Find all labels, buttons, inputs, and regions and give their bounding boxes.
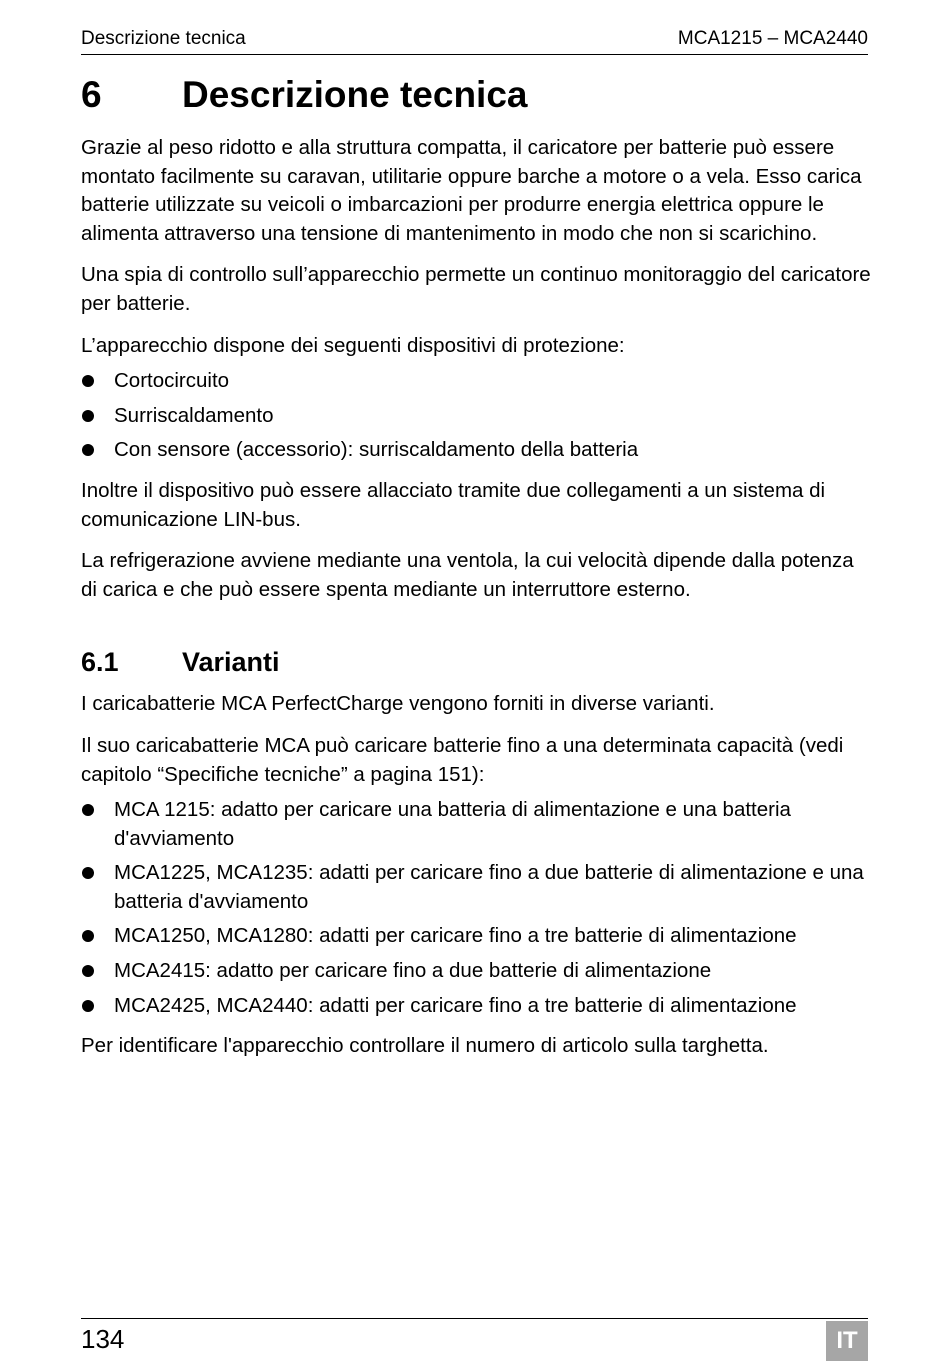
list-item: MCA1250, MCA1280: adatti per caricare fino a tre batterie di alimentazione <box>81 922 871 951</box>
subsection-number: 6.1 <box>81 647 119 678</box>
list-item: Cortocircuito <box>81 367 871 396</box>
list-item: MCA2415: adatto per caricare fino a due batterie di alimentazione <box>81 957 871 986</box>
page-content <box>81 70 871 1074</box>
header-section-title: Descrizione tecnica <box>81 28 246 49</box>
list-item: MCA1225, MCA1235: adatti per caricare fino a due batterie di alimentazione e una batteria d'avviamento <box>81 859 871 916</box>
list-item: Con sensore (accessorio): surriscaldamento della batteria <box>81 436 871 465</box>
bullet-icon <box>82 965 94 977</box>
monitoring-paragraph: Una spia di controllo sull’apparecchio permette un continuo monitoraggio del caricatore per batterie. <box>81 263 871 315</box>
capacity-paragraph: Il suo caricabatterie MCA può caricare batterie fino a una determinata capacità (vedi capitolo “Specifiche tecniche” a pagina 151): <box>81 733 844 786</box>
lin-bus-paragraph: Inoltre il dispositivo può essere allacciato tramite due collegamenti a un sistema di comunicazione LIN-bus. <box>81 478 826 531</box>
language-badge: IT <box>826 1321 868 1361</box>
list-item: Surriscaldamento <box>81 402 871 431</box>
section-number: 6 <box>81 74 102 115</box>
subsection-heading <box>81 644 871 680</box>
bullet-icon <box>82 1000 94 1012</box>
section-heading <box>81 70 871 120</box>
bullet-icon <box>82 444 94 456</box>
bullet-icon <box>82 410 94 422</box>
page-number: 134 <box>81 1324 125 1354</box>
protections-intro: L’apparecchio dispone dei seguenti dispositivi di protezione: <box>81 333 625 357</box>
bullet-icon <box>82 867 94 879</box>
page-header <box>81 26 868 55</box>
section-title: Descrizione tecnica <box>182 74 528 115</box>
cooling-paragraph: La refrigerazione avviene mediante una ventola, la cui velocità dipende dalla potenza di carica e che può essere spenta mediante un interruttore esterno. <box>81 549 854 601</box>
variants-intro: I caricabatterie MCA PerfectCharge vengono forniti in diverse varianti. <box>81 692 715 716</box>
header-model-range: MCA1215 – MCA2440 <box>677 28 868 49</box>
variants-list <box>81 796 871 1020</box>
list-item: MCA2425, MCA2440: adatti per caricare fino a tre batterie di alimentazione <box>81 992 871 1021</box>
footer-divider <box>81 1318 868 1319</box>
identification-paragraph: Per identificare l'apparecchio controllare il numero di articolo sulla targhetta. <box>81 1034 769 1058</box>
bullet-icon <box>82 930 94 942</box>
bullet-icon <box>82 375 94 387</box>
bullet-icon <box>82 804 94 816</box>
intro-paragraph: Grazie al peso ridotto e alla struttura compatta, il caricatore per batterie può essere montato facilmente su caravan, utilitarie oppure barche a motore o a vela. Esso carica batterie utilizzate su veicoli o imbarcazioni per produrre energia elettrica oppure le alimenta attraverso una tensione di mantenimento in modo che non si scarichino. <box>81 136 862 245</box>
list-item: MCA 1215: adatto per caricare una batteria di alimentazione e una batteria d'avviamento <box>81 796 871 853</box>
subsection-title: Varianti <box>182 647 280 678</box>
protections-list <box>81 367 871 465</box>
